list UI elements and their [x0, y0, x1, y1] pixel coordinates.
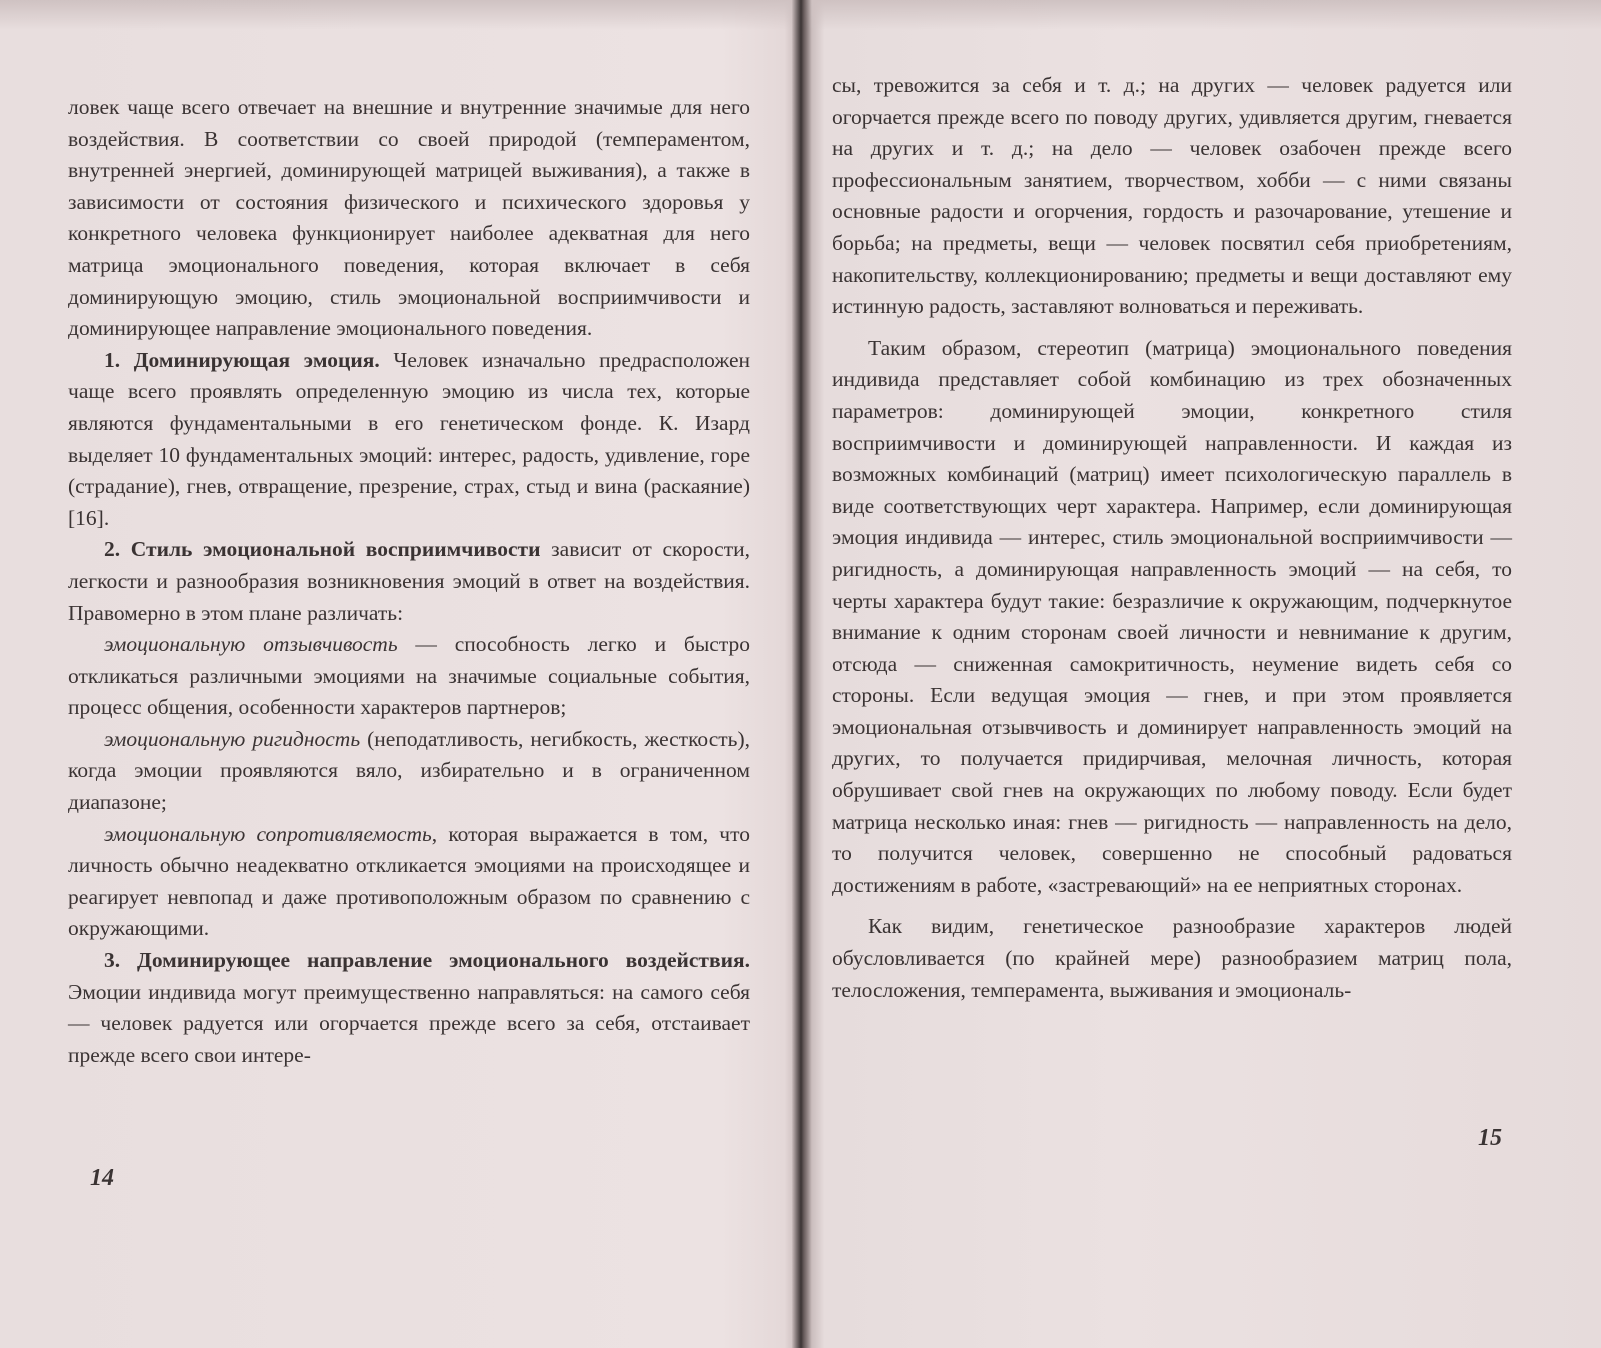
term-1-paragraph	[68, 629, 750, 724]
term-3-text: , которая выражается в том, что личность обычно неадекватно откликается эмоциями на происходящее и реагирует невпопад и даже противоположным образом по сравнению с окружающими.	[68, 821, 750, 941]
left-page	[68, 92, 750, 1071]
left-paragraph-1: ловек чаще всего отвечает на внешние и внутренние значимые для него воздействия. В соответствии со своей природой (темпераментом, внутренней энергией, доминирующей матрицей выживания), а также в зависимости от состояния физического и психического здоровья у конкретного человека функционирует наиболее адекватная для него матрица эмоционального поведения, которая включает в себя доминирующую эмоцию, стиль эмоциональной восприимчивости и доминирующее направление эмоционального поведения.	[68, 95, 750, 341]
right-paragraph-1: сы, тревожится за себя и т. д.; на других — человек радуется или огорчается прежде всего по поводу других, удивляется другим, гневается на других и т. д.; на дело — человек озабочен прежде всего профессиональным занятием, творчеством, хобби — с ними связаны основные радости и огорчения, гордость и разочарование, утешение и борьба; на предметы, вещи — человек посвятил себя приобретениям, накопительству, коллекционированию; предметы и вещи доставляют ему истинную радость, заставляют волноваться и переживать.	[832, 73, 1512, 319]
item-3-text: Эмоции индивида могут преимущественно направляться: на самого себя — человек радуется или огорчается прежде всего за себя, отстаивает прежде всего свои интере-	[68, 979, 750, 1067]
right-page	[832, 70, 1512, 1006]
book-gutter	[792, 0, 812, 1348]
item-2-text: зависит от скорости, легкости и разнообразия возникновения эмоций в ответ на воздействия. Правомерно в этом плане различать:	[68, 537, 750, 625]
right-page-number: 15	[1478, 1125, 1502, 1151]
term-1: эмоциональную отзывчивость	[104, 632, 398, 657]
term-3-paragraph	[68, 819, 750, 945]
item-1-text: Человек изначально предрасположен чаще всего проявлять определенную эмоцию из числа тех, которые являются фундаментальными в его генетическом фонде. К. Изард выделяет 10 фундаментальных эмоций: интерес, радость, удивление, горе (страдание), гнев, отвращение, презрение, страх, стыд и вина (раскаяние) [16].	[68, 347, 751, 530]
left-item-2	[68, 534, 750, 629]
right-paragraph-3: Как видим, генетическое разнообразие характеров людей обусловливается (по крайней мере) разнообразием матриц пола, телосложения, темперамента, выживания и эмоциональ-	[832, 914, 1512, 1002]
term-2-text: (неподатливость, негибкость, жесткость), когда эмоции проявляются вяло, избирательно и в ограниченном диапазоне;	[68, 726, 750, 815]
term-2-paragraph	[68, 724, 750, 819]
item-3-heading: 3. Доминирующее направление эмоционального воздействия.	[104, 948, 750, 973]
left-item-3	[68, 945, 750, 1071]
left-item-1	[68, 345, 750, 535]
term-2: эмоциональную ригидность	[104, 726, 361, 751]
left-page-number: 14	[90, 1165, 114, 1191]
term-1-text: — способность легко и быстро откликаться различными эмоциями на значимые социальные события, процесс общения, особенности характеров партнеров;	[68, 632, 750, 720]
item-2-heading: 2. Стиль эмоциональной восприимчивости	[104, 537, 541, 562]
right-paragraph-2: Таким образом, стереотип (матрица) эмоционального поведения индивида представляет собой комбинацию из трех обозначенных параметров: доминирующей эмоции, конкретного стиля восприимчивости и доминирующей направленности. И каждая из возможных комбинаций (матриц) имеет психологическую параллель в виде соответствующих черт характера. Например, если доминирующая эмоция индивида — интерес, стиль эмоциональной восприимчивости — ригидность, а доминирующая направленность эмоций — на себя, то черты характера будут такие: безразличие к окружающим, подчеркнутое внимание к одним сторонам своей личности и невнимание к другим, отсюда — сниженная самокритичность, неумение видеть себя со стороны. Если ведущая эмоция — гнев, и при этом проявляется эмоциональная отзывчивость и доминирует направленность эмоций на других, то получается придирчивая, мелочная личность, которая обрушивает свой гнев на окружающих по любому поводу. Если будет матрица несколько иная: гнев — ригидность — направленность на дело, то получится человек, совершенно не способный радоваться достижениям в работе, «застревающий» на ее неприятных сторонах.	[832, 335, 1512, 897]
item-1-heading: 1. Доминирующая эмоция.	[104, 347, 380, 372]
term-3: эмоциональную сопротивляемость	[104, 821, 432, 846]
